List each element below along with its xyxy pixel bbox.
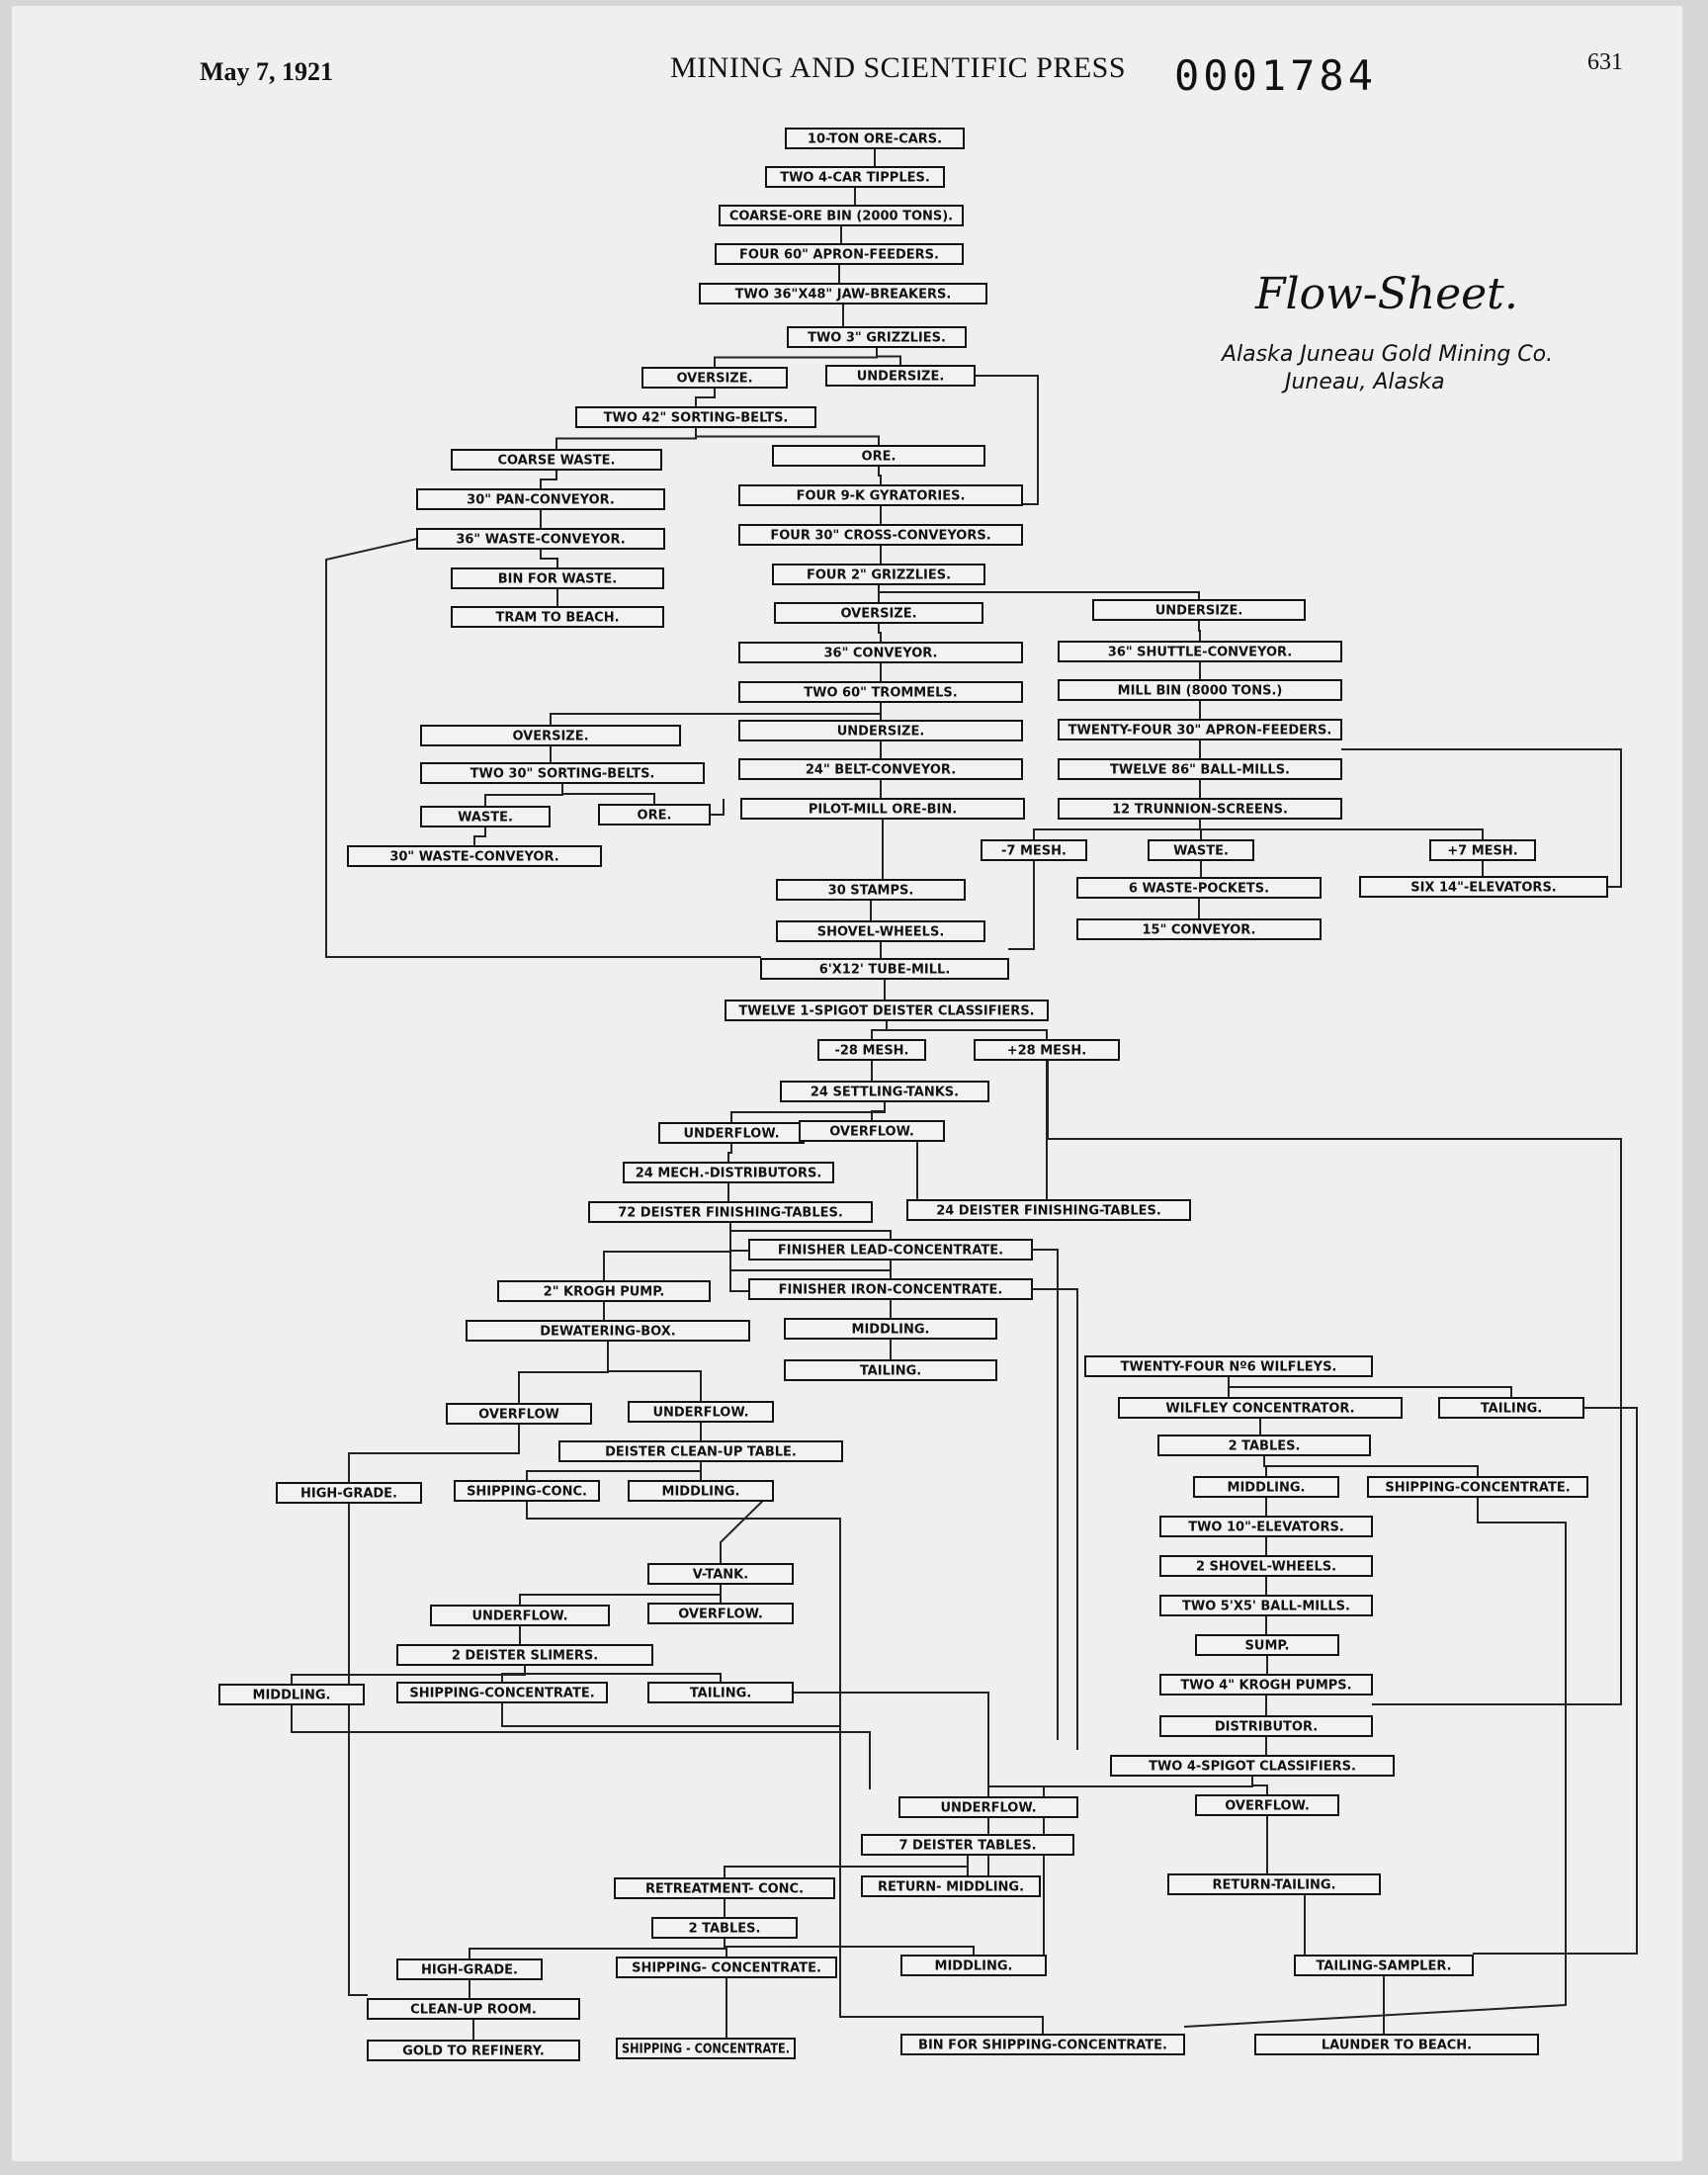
node-tail-sampler bbox=[1295, 1956, 1473, 1975]
node-middling1 bbox=[785, 1319, 996, 1339]
node-label: +28 MESH. bbox=[1006, 1043, 1087, 1059]
node-middling5 bbox=[901, 1956, 1046, 1975]
node-label: TWO 30" SORTING-BELTS. bbox=[470, 766, 655, 782]
node-stamps bbox=[777, 880, 965, 900]
node-ship-conc2 bbox=[1368, 1477, 1587, 1497]
node-waste-conv30 bbox=[348, 846, 601, 866]
node-label: SUMP. bbox=[1244, 1638, 1290, 1654]
flow-connector bbox=[988, 1776, 1252, 1797]
node-shuttle bbox=[1059, 642, 1341, 661]
node-krogh4 bbox=[1160, 1675, 1372, 1695]
node-launder bbox=[1255, 2035, 1538, 2054]
node-label: 24 MECH.-DISTRIBUTORS. bbox=[635, 1166, 822, 1181]
flow-connector bbox=[887, 1020, 1047, 1040]
node-waste3 bbox=[1149, 840, 1253, 860]
node-overflow1 bbox=[800, 1121, 944, 1141]
node-trunnion bbox=[1059, 799, 1341, 819]
node-label: OVERFLOW. bbox=[829, 1124, 914, 1140]
node-label: 24" BELT-CONVEYOR. bbox=[805, 762, 957, 778]
node-label: TWELVE 86" BALL-MILLS. bbox=[1109, 762, 1291, 778]
flow-connector bbox=[879, 584, 1199, 600]
node-tables2b bbox=[652, 1918, 797, 1938]
node-grizzlies2 bbox=[773, 565, 984, 584]
flow-connector bbox=[470, 1938, 725, 1959]
node-coarse-bin bbox=[720, 206, 963, 225]
node-label: OVERSIZE. bbox=[840, 606, 917, 622]
node-tailing3 bbox=[648, 1683, 793, 1702]
flow-connector bbox=[731, 1101, 885, 1123]
node-label: FINISHER IRON-CONCENTRATE. bbox=[778, 1282, 1003, 1298]
node-label: MIDDLING. bbox=[934, 1958, 1013, 1974]
flow-connector bbox=[562, 783, 654, 805]
node-label: BIN FOR WASTE. bbox=[497, 571, 618, 587]
node-lead-conc bbox=[749, 1240, 1032, 1260]
node-wilfley-conc bbox=[1119, 1398, 1402, 1418]
node-label: COARSE WASTE. bbox=[497, 453, 616, 469]
node-oversize2 bbox=[775, 603, 982, 623]
flow-connector bbox=[728, 1143, 731, 1163]
node-apron-feeders bbox=[716, 244, 963, 264]
node-underflow1 bbox=[659, 1123, 804, 1143]
flow-sheet-title: Flow-Sheet. bbox=[1255, 269, 1518, 319]
flow-connector bbox=[1008, 860, 1034, 949]
node-label: TAILING. bbox=[689, 1686, 752, 1701]
node-label: 30 STAMPS. bbox=[827, 883, 914, 899]
flow-connector bbox=[730, 1222, 891, 1319]
flow-connector bbox=[519, 1341, 608, 1404]
node-cleanup-room bbox=[368, 1999, 579, 2019]
node-ore2 bbox=[599, 805, 710, 825]
node-classifiers4 bbox=[1111, 1756, 1394, 1776]
node-cleanup-table bbox=[559, 1441, 842, 1461]
node-label: RETURN- MIDDLING. bbox=[877, 1879, 1025, 1895]
node-tailing1 bbox=[785, 1360, 996, 1380]
node-slimers bbox=[397, 1645, 652, 1665]
node-underflow2 bbox=[629, 1402, 773, 1422]
node-m7 bbox=[982, 840, 1086, 860]
node-label: CLEAN-UP ROOM. bbox=[410, 2002, 537, 2018]
node-label: TAILING. bbox=[1480, 1401, 1543, 1417]
node-label: RETREATMENT- CONC. bbox=[644, 1881, 805, 1897]
node-undersize3 bbox=[739, 721, 1022, 740]
node-middling4 bbox=[219, 1685, 364, 1704]
flow-connector bbox=[349, 1503, 368, 1995]
flow-connector bbox=[793, 1693, 988, 1766]
node-label: -28 MESH. bbox=[834, 1043, 909, 1059]
company-name: Alaska Juneau Gold Mining Co. bbox=[1222, 342, 1554, 367]
flow-connector bbox=[1200, 819, 1483, 840]
node-pan-conv bbox=[417, 489, 664, 509]
node-mill-bin bbox=[1059, 680, 1341, 700]
node-shovel1 bbox=[777, 921, 984, 941]
node-label: TWO 4-SPIGOT CLASSIFIERS. bbox=[1149, 1759, 1356, 1775]
node-boxes bbox=[219, 129, 1607, 2060]
node-label: FOUR 9-K GYRATORIES. bbox=[796, 488, 966, 504]
flow-connector bbox=[527, 1461, 701, 1481]
flow-connector bbox=[604, 1222, 730, 1281]
flow-connector bbox=[872, 1101, 885, 1121]
flow-connector bbox=[525, 1665, 721, 1683]
node-middling3 bbox=[1194, 1477, 1338, 1497]
node-m28 bbox=[818, 1040, 925, 1060]
node-label: GOLD TO REFINERY. bbox=[402, 2044, 545, 2059]
node-waste-conv36 bbox=[417, 529, 664, 549]
node-label: HIGH-GRADE. bbox=[420, 1962, 519, 1978]
flow-connector bbox=[1252, 1776, 1267, 1795]
node-label: MIDDLING. bbox=[661, 1484, 740, 1500]
node-label: UNDERFLOW. bbox=[471, 1609, 568, 1624]
flow-connector bbox=[725, 1855, 968, 1878]
node-mech-dist bbox=[624, 1163, 833, 1182]
node-label: UNDERFLOW. bbox=[652, 1405, 749, 1421]
flow-connector bbox=[1264, 1455, 1478, 1477]
node-wilfleys bbox=[1085, 1356, 1372, 1376]
node-label: 10-TON ORE-CARS. bbox=[807, 131, 943, 147]
node-label: DEWATERING-BOX. bbox=[540, 1324, 676, 1340]
node-gold bbox=[368, 2041, 579, 2060]
node-label: WILFLEY CONCENTRATOR. bbox=[1165, 1401, 1355, 1417]
node-ship-conc3 bbox=[397, 1683, 607, 1702]
node-label: TWO 10"-ELEVATORS. bbox=[1188, 1520, 1344, 1535]
flow-connector bbox=[696, 427, 879, 446]
node-label: +7 MESH. bbox=[1447, 843, 1518, 859]
node-sorting30 bbox=[421, 763, 704, 783]
flow-connector bbox=[474, 826, 485, 846]
node-label: TAILING-SAMPLER. bbox=[1316, 1958, 1452, 1974]
node-ball86 bbox=[1059, 759, 1341, 779]
node-tram bbox=[452, 607, 663, 627]
node-ball5 bbox=[1160, 1596, 1372, 1615]
node-label: FOUR 2" GRIZZLIES. bbox=[806, 567, 952, 583]
node-grizzlies3 bbox=[788, 327, 966, 347]
node-label: SHIPPING-CONCENTRATE. bbox=[409, 1686, 595, 1701]
node-label: WASTE. bbox=[458, 810, 513, 826]
node-undersize2 bbox=[1093, 600, 1305, 620]
node-deister24 bbox=[907, 1200, 1190, 1220]
node-label: MIDDLING. bbox=[1227, 1480, 1306, 1496]
flow-connector bbox=[502, 1702, 840, 1726]
node-label: TWO 5'X5' BALL-MILLS. bbox=[1182, 1599, 1350, 1614]
node-overflow3 bbox=[648, 1604, 793, 1623]
node-label: 2 TABLES. bbox=[1228, 1438, 1301, 1454]
node-pilot-bin bbox=[741, 799, 1024, 819]
node-label: WASTE. bbox=[1173, 843, 1229, 859]
node-label: DEISTER CLEAN-UP TABLE. bbox=[605, 1444, 797, 1460]
node-elev10 bbox=[1160, 1517, 1372, 1536]
flow-connector bbox=[326, 539, 761, 957]
flow-connector bbox=[520, 1584, 721, 1606]
node-label: BIN FOR SHIPPING-CONCENTRATE. bbox=[918, 2038, 1167, 2053]
node-label: SHOVEL-WHEELS. bbox=[816, 924, 945, 940]
node-elevators14 bbox=[1360, 877, 1607, 897]
node-waste-pockets bbox=[1077, 878, 1321, 898]
node-label: FOUR 60" APRON-FEEDERS. bbox=[739, 247, 939, 263]
flow-connector bbox=[710, 799, 724, 815]
node-label: TAILING. bbox=[859, 1363, 922, 1379]
flow-connector bbox=[608, 1341, 701, 1402]
flow-connector bbox=[1199, 620, 1200, 642]
node-label: -7 MESH. bbox=[1001, 843, 1067, 859]
company-location: Juneau, Alaska bbox=[1285, 370, 1445, 394]
node-ship-conc5 bbox=[617, 2039, 795, 2058]
flow-connector bbox=[1032, 1250, 1058, 1740]
node-label: SHIPPING-CONCENTRATE. bbox=[1385, 1480, 1571, 1496]
node-label: 6 WASTE-POCKETS. bbox=[1128, 881, 1270, 897]
node-ore1 bbox=[773, 446, 984, 466]
node-ship-conc4 bbox=[617, 1958, 836, 1977]
node-label: 24 SETTLING-TANKS. bbox=[810, 1085, 960, 1100]
node-label: HIGH-GRADE. bbox=[299, 1486, 398, 1502]
flow-connector bbox=[556, 427, 696, 450]
node-iron-conc bbox=[749, 1279, 1032, 1299]
flow-connector bbox=[502, 1665, 525, 1683]
node-label: SHIPPING-CONC. bbox=[467, 1484, 587, 1500]
node-label: 72 DEISTER FINISHING-TABLES. bbox=[618, 1205, 843, 1221]
node-apron24 bbox=[1059, 720, 1341, 740]
flow-connector bbox=[541, 549, 557, 568]
node-p28 bbox=[975, 1040, 1119, 1060]
node-krogh2 bbox=[498, 1281, 710, 1301]
node-label: 15" CONVEYOR. bbox=[1142, 922, 1256, 938]
flow-connector bbox=[879, 466, 881, 485]
node-cross-conv bbox=[739, 525, 1022, 545]
node-label: 12 TRUNNION-SCREENS. bbox=[1112, 802, 1288, 818]
node-overflow2 bbox=[447, 1404, 591, 1424]
node-trommels bbox=[739, 682, 1022, 702]
node-label: SIX 14"-ELEVATORS. bbox=[1410, 880, 1557, 896]
node-label: 6'X12' TUBE-MILL. bbox=[818, 962, 951, 978]
node-belt24 bbox=[739, 759, 1022, 779]
node-deister7 bbox=[862, 1835, 1073, 1855]
node-high-grade2 bbox=[397, 1959, 542, 1979]
node-tipples bbox=[766, 167, 944, 187]
node-label: 2 DEISTER SLIMERS. bbox=[451, 1648, 599, 1664]
flow-connector bbox=[730, 1222, 891, 1240]
flow-connector bbox=[349, 1424, 519, 1483]
node-label: ORE. bbox=[637, 808, 672, 824]
node-label: TWO 3" GRIZZLIES. bbox=[808, 330, 946, 346]
flow-connector bbox=[1034, 819, 1200, 840]
node-oversize1 bbox=[642, 368, 787, 388]
node-p7 bbox=[1430, 840, 1535, 860]
node-dewatering bbox=[467, 1321, 749, 1341]
node-label: TWENTY-FOUR 30" APRON-FEEDERS. bbox=[1068, 723, 1332, 739]
node-ret-mid bbox=[862, 1876, 1040, 1896]
node-coarse-waste bbox=[452, 450, 661, 470]
node-gyratories bbox=[739, 485, 1022, 505]
node-label: 30" WASTE-CONVEYOR. bbox=[389, 849, 559, 865]
node-vtank bbox=[648, 1564, 793, 1584]
node-conv15 bbox=[1077, 919, 1321, 939]
flow-connector bbox=[877, 347, 900, 366]
node-label: 24 DEISTER FINISHING-TABLES. bbox=[936, 1203, 1161, 1219]
node-label: TWO 60" TROMMELS. bbox=[804, 685, 958, 701]
node-label: 2" KROGH PUMP. bbox=[543, 1284, 665, 1300]
issue-date: May 7, 1921 bbox=[200, 57, 334, 86]
node-distributor bbox=[1160, 1716, 1372, 1736]
flow-connector bbox=[1341, 749, 1621, 887]
node-retreat bbox=[615, 1878, 834, 1898]
node-label: DISTRIBUTOR. bbox=[1214, 1719, 1319, 1735]
node-label: UNDERFLOW. bbox=[940, 1800, 1037, 1816]
node-label: TWO 42" SORTING-BELTS. bbox=[603, 410, 789, 426]
node-high-grade1 bbox=[277, 1483, 421, 1503]
node-sump bbox=[1196, 1635, 1338, 1655]
flow-connector bbox=[1229, 1376, 1511, 1398]
node-label: TWO 36"X48" JAW-BREAKERS. bbox=[734, 287, 952, 303]
node-tailing2 bbox=[1439, 1398, 1583, 1418]
node-shovel2 bbox=[1160, 1556, 1372, 1576]
flow-connector bbox=[715, 347, 877, 368]
node-tube-mill bbox=[761, 959, 1008, 979]
node-label: 36" WASTE-CONVEYOR. bbox=[456, 532, 626, 548]
node-label: 2 SHOVEL-WHEELS. bbox=[1195, 1559, 1337, 1575]
node-label: 7 DEISTER TABLES. bbox=[898, 1838, 1037, 1854]
node-ship-conc1 bbox=[455, 1481, 599, 1501]
node-middling2 bbox=[629, 1481, 773, 1501]
node-label: OVERSIZE. bbox=[512, 729, 589, 744]
flow-connector bbox=[872, 1020, 887, 1040]
node-label: UNDERSIZE. bbox=[836, 724, 925, 740]
node-conv36 bbox=[739, 643, 1022, 662]
flow-connector bbox=[292, 1704, 870, 1789]
node-label: 30" PAN-CONVEYOR. bbox=[467, 492, 615, 508]
node-overflow4 bbox=[1196, 1795, 1338, 1815]
node-settling bbox=[781, 1082, 988, 1101]
node-waste2 bbox=[421, 807, 550, 826]
node-label: TWO 4" KROGH PUMPS. bbox=[1180, 1678, 1352, 1694]
node-label: TWELVE 1-SPIGOT DEISTER CLASSIFIERS. bbox=[738, 1003, 1035, 1019]
document-stamp-number: 0001784 bbox=[1174, 51, 1378, 100]
node-classifiers12 bbox=[726, 1000, 1048, 1020]
flow-connector bbox=[721, 1491, 773, 1564]
flow-connector bbox=[696, 388, 715, 407]
node-label: 36" CONVEYOR. bbox=[823, 646, 938, 661]
node-label: 2 TABLES. bbox=[688, 1921, 761, 1937]
node-tables2a bbox=[1158, 1436, 1370, 1455]
node-label: SHIPPING - CONCENTRATE. bbox=[622, 2042, 790, 2057]
node-label: OVERFLOW. bbox=[1225, 1798, 1310, 1814]
node-bin-ship bbox=[901, 2035, 1184, 2054]
node-label: TRAM TO BEACH. bbox=[495, 610, 620, 626]
node-label: LAUNDER TO BEACH. bbox=[1321, 2038, 1473, 2053]
node-label: FINISHER LEAD-CONCENTRATE. bbox=[777, 1243, 1004, 1259]
node-bin-waste bbox=[452, 568, 663, 588]
node-label: OVERSIZE. bbox=[676, 371, 753, 387]
node-label: UNDERFLOW. bbox=[683, 1126, 780, 1142]
flow-connector bbox=[725, 1938, 974, 1956]
node-label: PILOT-MILL ORE-BIN. bbox=[808, 802, 958, 818]
node-label: UNDERSIZE. bbox=[856, 369, 945, 385]
flow-connector bbox=[1032, 1289, 1077, 1750]
node-label: ORE. bbox=[861, 449, 897, 465]
node-label: OVERFLOW. bbox=[678, 1607, 763, 1622]
node-label: SHIPPING- CONCENTRATE. bbox=[632, 1960, 821, 1976]
node-label: MIDDLING. bbox=[252, 1688, 331, 1703]
node-label: V-TANK. bbox=[692, 1567, 749, 1583]
node-sorting42 bbox=[576, 407, 815, 427]
flow-connector bbox=[485, 783, 562, 807]
node-label: MILL BIN (8000 TONS.) bbox=[1117, 683, 1283, 699]
node-oversize3 bbox=[421, 726, 680, 745]
node-label: RETURN-TAILING. bbox=[1212, 1877, 1336, 1893]
flow-connector bbox=[988, 1766, 1040, 1886]
node-label: TWENTY-FOUR Nº6 WILFLEYS. bbox=[1120, 1359, 1337, 1375]
node-deister72 bbox=[589, 1202, 872, 1222]
node-label: 36" SHUTTLE-CONVEYOR. bbox=[1107, 645, 1293, 660]
node-label: TWO 4-CAR TIPPLES. bbox=[780, 170, 930, 186]
node-ore-cars bbox=[786, 129, 964, 148]
node-label: OVERFLOW bbox=[478, 1407, 559, 1423]
node-ret-tail bbox=[1168, 1874, 1380, 1894]
node-undersize1 bbox=[826, 366, 975, 386]
node-label: MIDDLING. bbox=[851, 1322, 930, 1338]
node-jaw-breakers bbox=[700, 284, 986, 304]
node-underflow3 bbox=[431, 1606, 609, 1625]
node-label: UNDERSIZE. bbox=[1154, 603, 1243, 619]
page-number: 631 bbox=[1587, 49, 1623, 75]
flow-connector bbox=[541, 470, 556, 489]
flow-connector bbox=[879, 623, 881, 643]
publication-title: MINING AND SCIENTIFIC PRESS bbox=[670, 51, 1127, 84]
node-label: COARSE-ORE BIN (2000 TONS). bbox=[728, 209, 954, 224]
node-label: FOUR 30" CROSS-CONVEYORS. bbox=[770, 528, 991, 544]
node-underflow4 bbox=[899, 1797, 1077, 1817]
